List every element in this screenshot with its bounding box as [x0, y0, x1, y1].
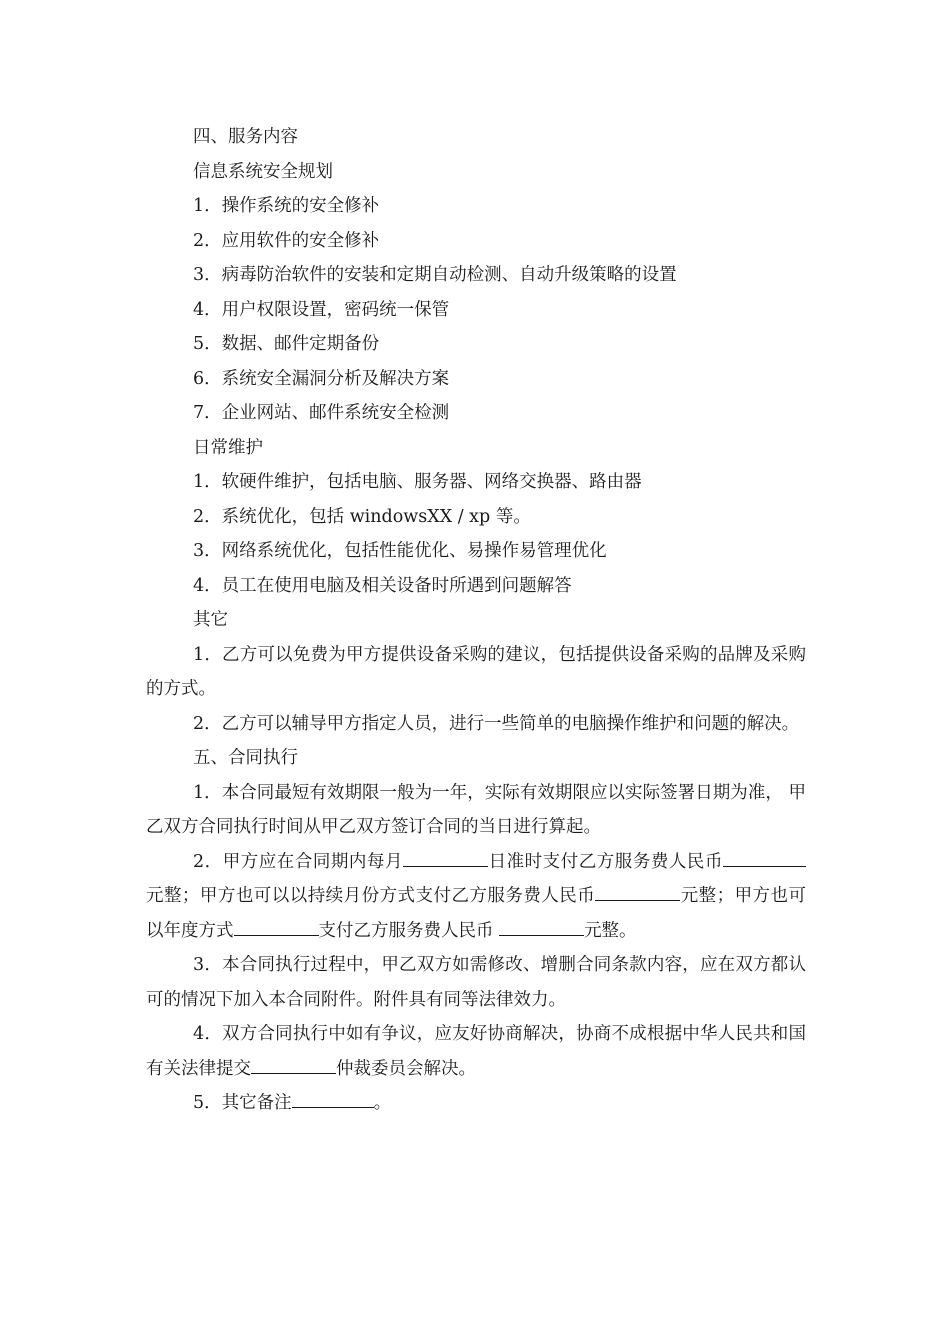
clause-4 [146, 1017, 806, 1086]
list-item: 7．企业网站、邮件系统安全检测 [193, 403, 450, 423]
clause-2-text: 2．甲方应在合同期内每月 [193, 851, 404, 872]
blank-field [292, 1089, 374, 1108]
list-item: 1．操作系统的安全修补 [193, 196, 380, 216]
blank-field [251, 1055, 336, 1074]
list-item: 2．系统优化，包括 windowsXX / xp 等。 [193, 506, 531, 527]
daily-maintenance-title: 日常维护 [193, 437, 263, 458]
list-item: 3．网络系统优化，包括性能优化、易操作易管理优化 [193, 541, 607, 561]
list-item: 1．软硬件维护，包括电脑、服务器、网络交换器、路由器 [193, 472, 642, 492]
clause-2 [146, 845, 806, 949]
list-item: 2．应用软件的安全修补 [193, 230, 380, 251]
section-5-heading: 五、合同执行 [193, 748, 298, 768]
security-planning-title: 信息系统安全规划 [193, 161, 333, 182]
blank-field [499, 917, 584, 936]
clause-1: 1．本合同最短有效期限一般为一年，实际有效期限应以实际签署日期为准， 甲乙双方合同执行时间从甲乙双方签订合同的当日进行算起。 [146, 782, 806, 837]
blank-field [723, 848, 783, 867]
list-item: 5．数据、邮件定期备份 [193, 334, 380, 354]
clause-3: 3．本合同执行过程中，甲乙双方如需修改、增删合同条款内容，应在双方都认可的情况下加入本合同附件。附件具有同等法律效力。 [146, 955, 806, 1010]
clause-2-text: 元整。 [584, 920, 637, 941]
blank-field [782, 848, 806, 867]
clause-4-text: 4．双方合同执行中如有争议，应友好协商解决，协商不成根据中华人民共和国有关法律提交 [146, 1024, 806, 1079]
other-item-1: 1．乙方可以免费为甲方提供设备采购的建议，包括提供设备采购的品牌及采购的方式。 [146, 644, 806, 699]
blank-field [403, 848, 488, 867]
clause-5-text: 5．其它备注 [193, 1093, 292, 1113]
clause-2-text: 元整；甲方也可以以持续月份方式支付乙方服务费人民币 [146, 886, 596, 906]
clause-2-text: 支付乙方服务费人民币 [318, 920, 500, 941]
section-4-heading: 四、服务内容 [193, 127, 298, 147]
other-title: 其它 [193, 610, 228, 630]
list-item: 6．系统安全漏洞分析及解决方案 [193, 368, 450, 389]
list-item: 4．用户权限设置，密码统一保管 [193, 299, 450, 320]
clause-5 [146, 1086, 806, 1121]
list-item: 3．病毒防治软件的安装和定期自动检测、自动升级策略的设置 [193, 265, 677, 285]
blank-field [234, 917, 319, 936]
document-content [146, 120, 806, 1121]
clause-5-text: 。 [373, 1093, 392, 1113]
clause-4-text: 仲裁委员会解决。 [336, 1058, 476, 1079]
other-item-2: 2．乙方可以辅导甲方指定人员，进行一些简单的电脑操作维护和问题的解决。 [193, 713, 800, 734]
list-item: 4．员工在使用电脑及相关设备时所遇到问题解答 [193, 575, 572, 596]
clause-2-text: 日准时支付乙方服务费人民币 [488, 851, 723, 872]
clause-2-text: 元整；甲方也可以年度方式 [146, 886, 806, 941]
blank-field [595, 882, 680, 901]
